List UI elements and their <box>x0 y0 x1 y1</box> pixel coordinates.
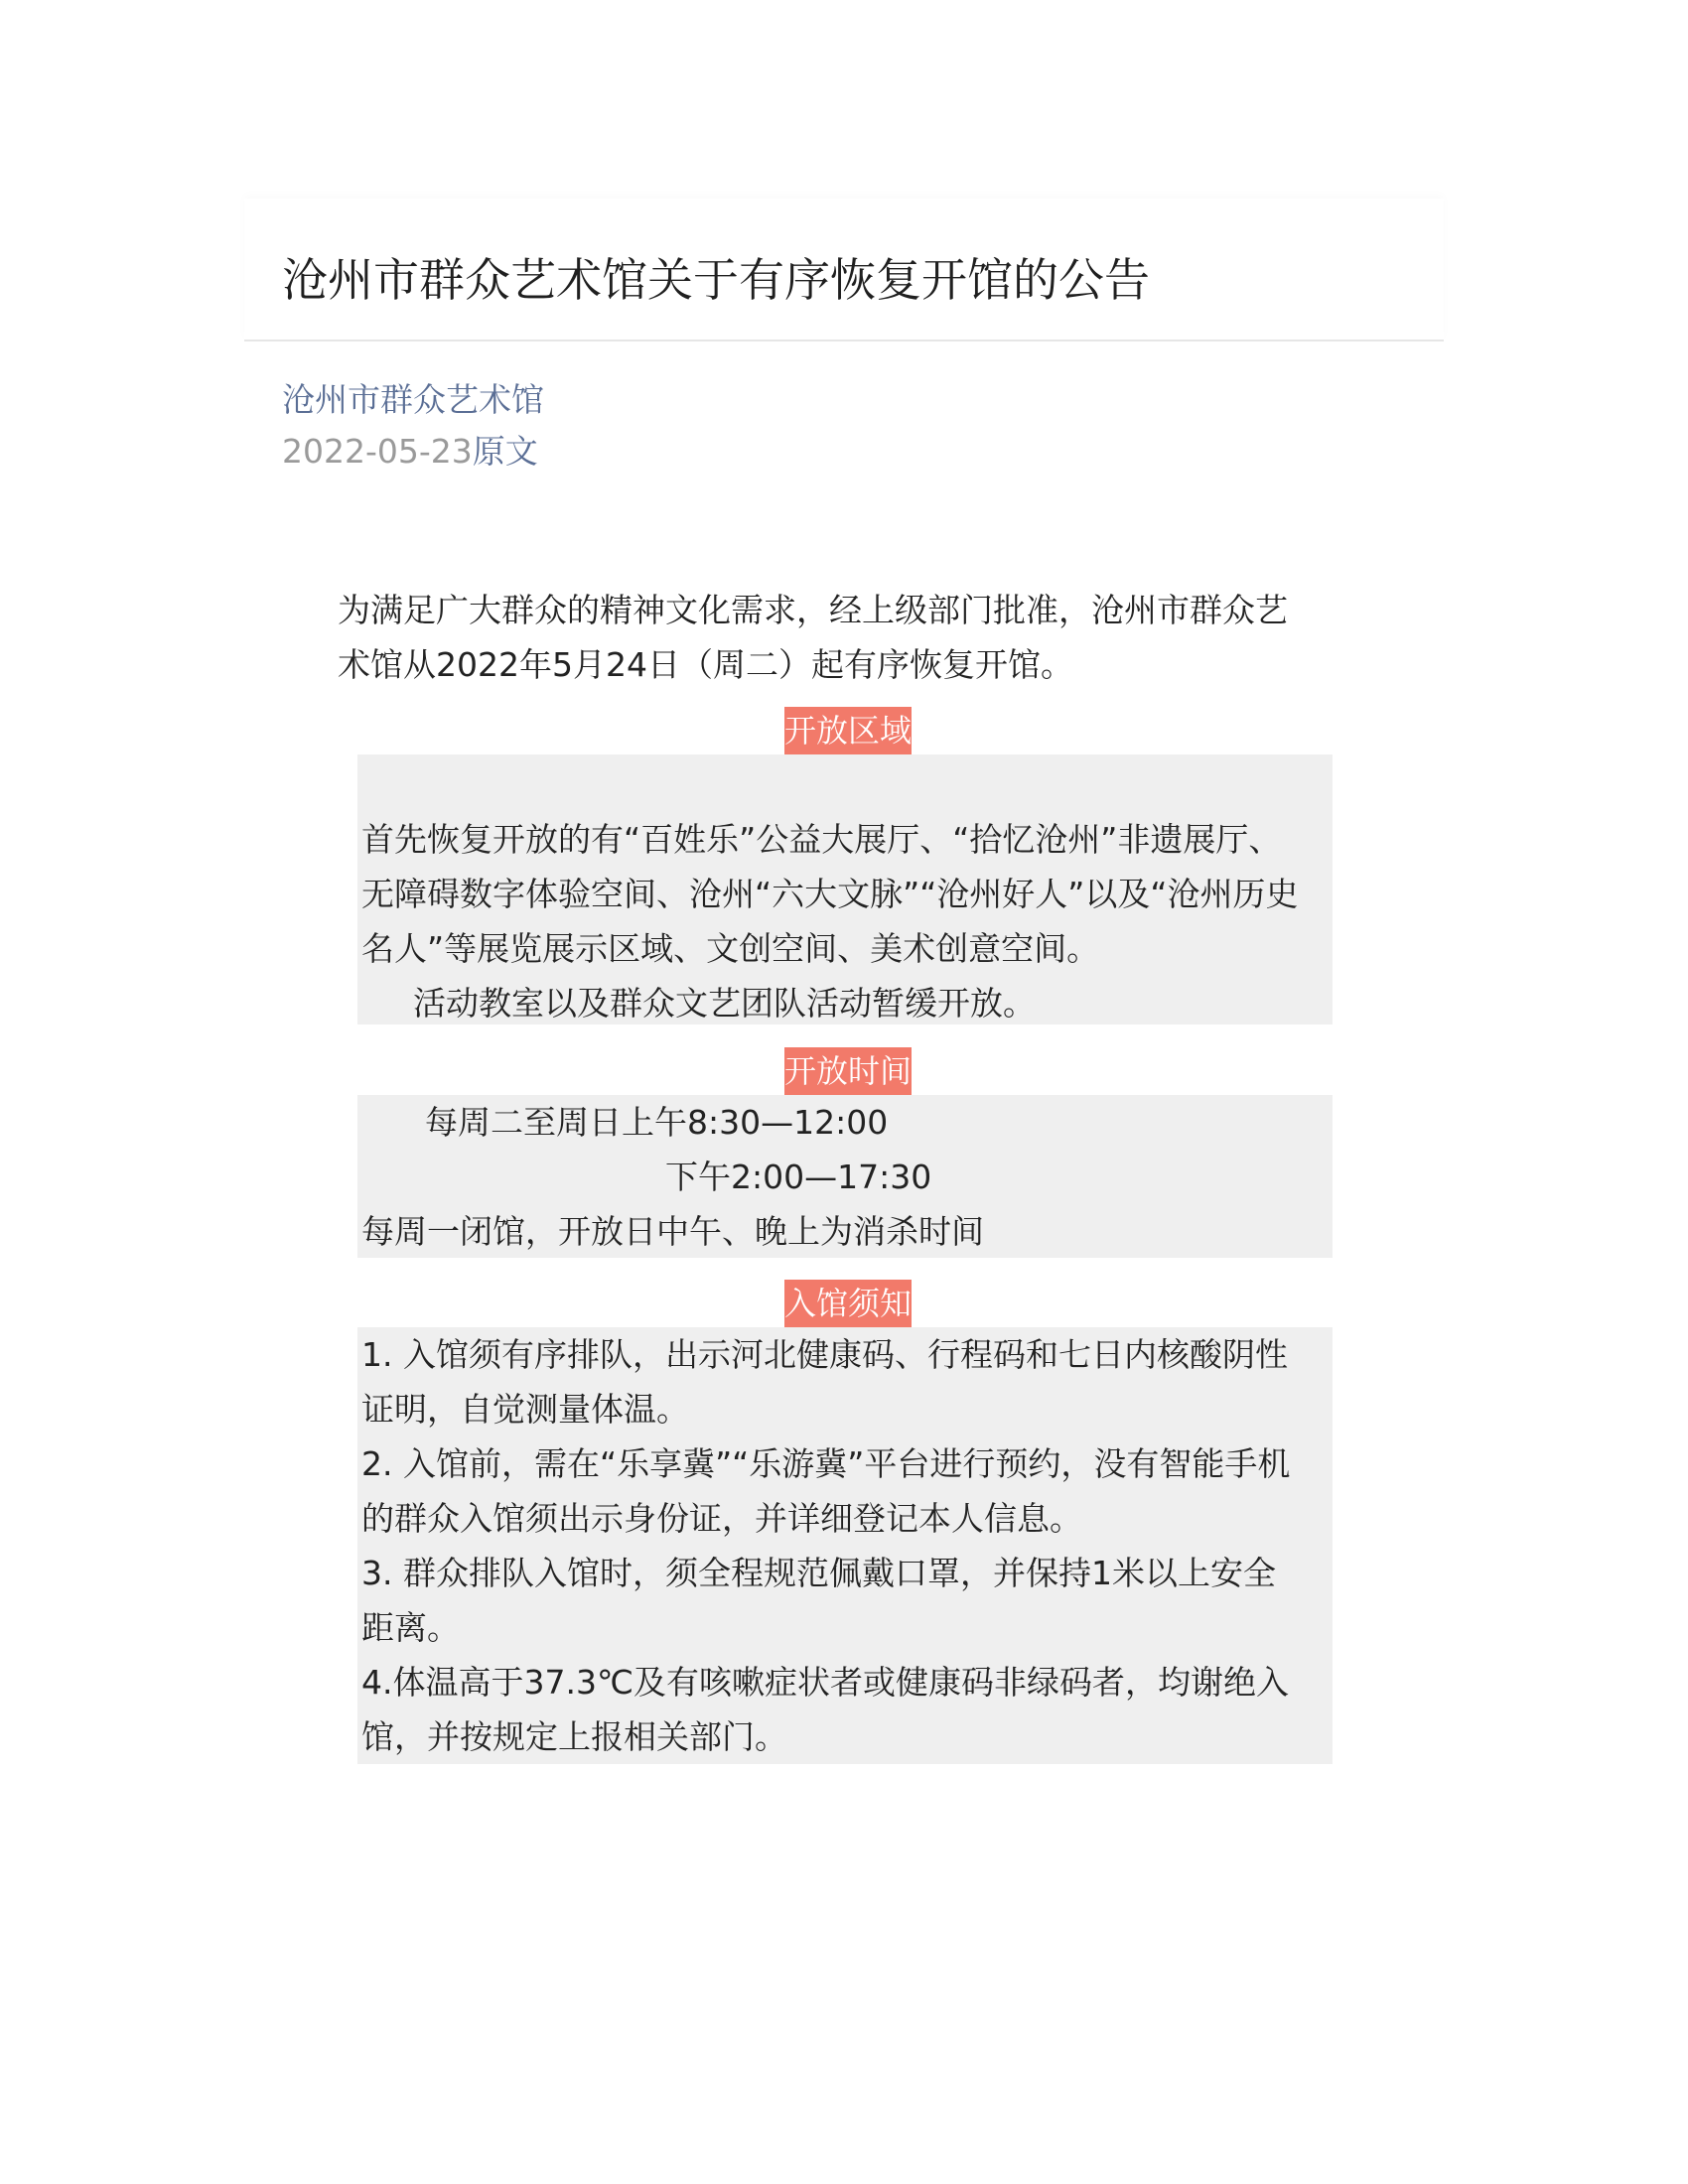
notice-line: 2. 入馆前，需在“乐享冀”“乐游冀”平台进行预约，没有智能手机 <box>361 1444 1291 1483</box>
box-line: 首先恢复开放的有“百姓乐”公益大展厅、“拾忆沧州”非遗展厅、 <box>361 820 1282 859</box>
publish-date: 2022-05-23 <box>282 432 473 471</box>
source-link[interactable]: 原文 <box>472 432 538 471</box>
notice-line: 3. 群众排队入馆时，须全程规范佩戴口罩，并保持1米以上安全 <box>361 1554 1276 1592</box>
notice-line: 1. 入馆须有序排队，出示河北健康码、行程码和七日内核酸阴性 <box>361 1335 1288 1374</box>
notice-line: 的群众入馆须出示身份证，并详细登记本人信息。 <box>361 1499 1082 1538</box>
hours-afternoon: 下午2:00—17:30 <box>665 1158 932 1196</box>
intro-paragraph <box>338 583 1360 692</box>
section-label-open-hours: 开放时间 <box>784 1047 912 1095</box>
notice-line: 馆，并按规定上报相关部门。 <box>361 1717 787 1756</box>
section-label-open-areas: 开放区域 <box>784 707 912 754</box>
meta-row <box>282 430 538 474</box>
hours-morning: 每周二至周日上午8:30—12:00 <box>425 1103 889 1142</box>
open-areas-box <box>357 754 1333 1024</box>
notice-line: 距离。 <box>361 1608 460 1647</box>
intro-line: 为满足广大群众的精神文化需求，经上级部门批准，沧州市群众艺 <box>338 591 1288 629</box>
notice-line: 证明，自觉测量体温。 <box>361 1390 689 1429</box>
page-title: 沧州市群众艺术馆关于有序恢复开馆的公告 <box>282 253 1150 307</box>
notice-line: 4.体温高于37.3℃及有咳嗽症状者或健康码非绿码者，均谢绝入 <box>361 1663 1290 1702</box>
box-line: 名人”等展览展示区域、文创空间、美术创意空间。 <box>361 929 1100 968</box>
intro-line: 术馆从2022年5月24日（周二）起有序恢复开馆。 <box>338 645 1073 684</box>
section-label-visitor-notice: 入馆须知 <box>784 1280 912 1327</box>
open-hours-box <box>357 1095 1333 1258</box>
box-line: 无障碍数字体验空间、沧州“六大文脉”“沧州好人”以及“沧州历史 <box>361 875 1299 913</box>
author-name[interactable]: 沧州市群众艺术馆 <box>282 380 544 419</box>
hours-closed: 每周一闭馆，开放日中午、晚上为消杀时间 <box>361 1212 984 1251</box>
box-line: 活动教室以及群众文艺团队活动暂缓开放。 <box>413 984 1036 1023</box>
visitor-notice-box <box>357 1327 1333 1764</box>
